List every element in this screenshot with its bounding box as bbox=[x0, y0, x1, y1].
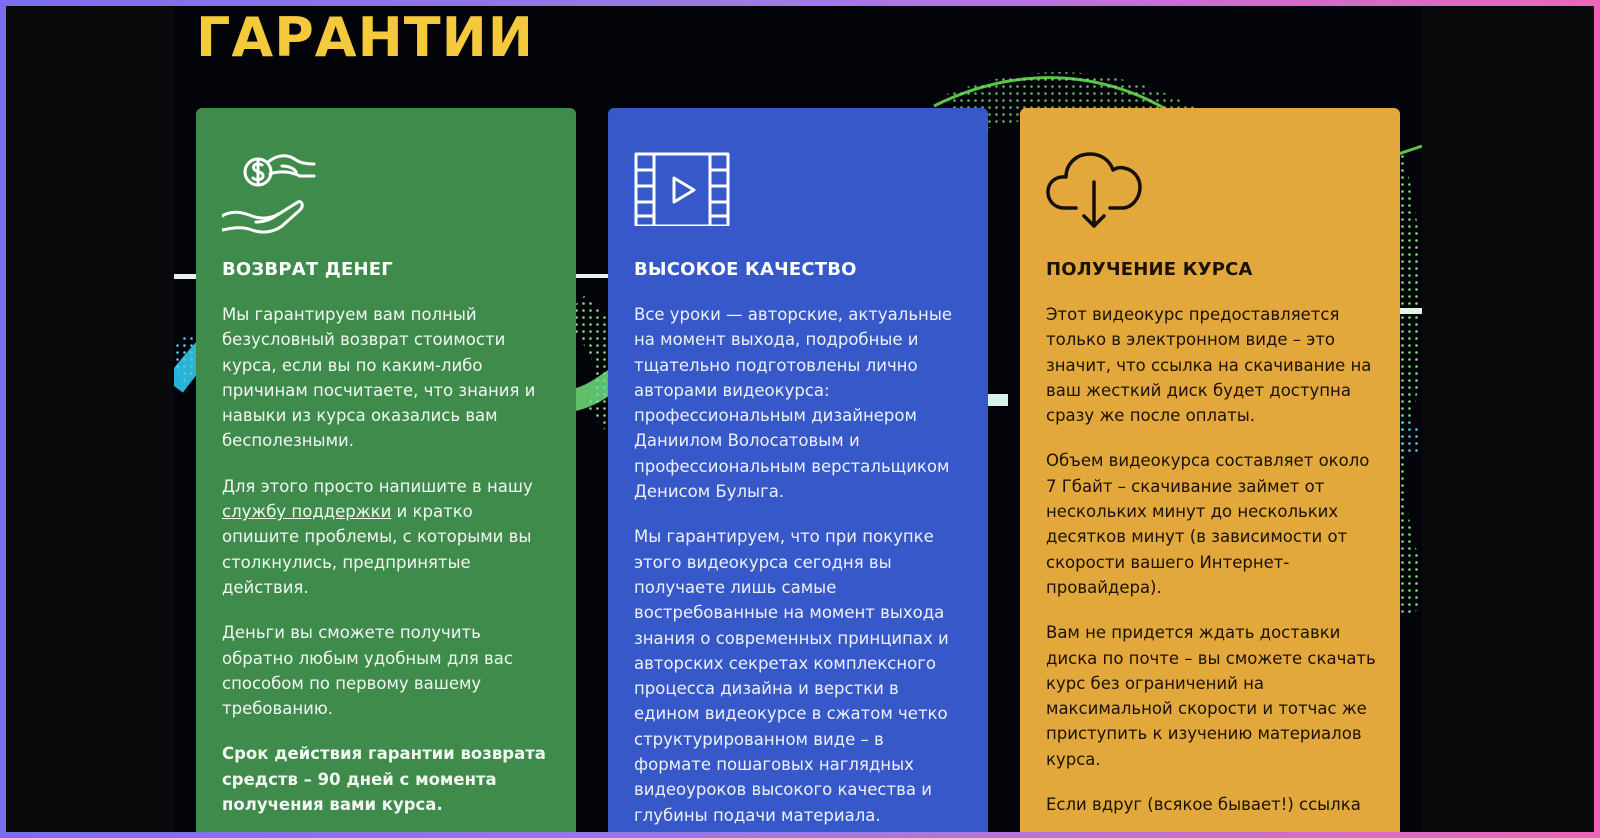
left-margin bbox=[6, 6, 174, 832]
card-paragraph: Все уроки — авторские, актуальные на момент выхода, подробные и тщательно подготовлены лично авторами видеокурса: профессиональным дизайнером Даниилом Волосатовым и профессиональным верстальщиком Денисом Булыга. bbox=[634, 305, 953, 502]
right-margin bbox=[1422, 6, 1594, 832]
card-title: ПОЛУЧЕНИЕ КУРСА bbox=[1046, 259, 1253, 280]
guarantee-card-delivery bbox=[1020, 108, 1400, 832]
card-paragraph: Деньги вы сможете получить обратно любым удобным для вас способом по первому вашему требованию. bbox=[222, 623, 513, 719]
section-heading: ГАРАНТИИ bbox=[196, 6, 534, 69]
support-link[interactable]: службу поддержки bbox=[222, 502, 392, 522]
card-title: ВЫСОКОЕ КАЧЕСТВО bbox=[634, 259, 857, 280]
card-paragraph-bold: Срок действия гарантии возврата средств – 90 дней с момента получения вами курса. bbox=[222, 744, 546, 815]
card-paragraph: Объем видеокурса составляет около 7 Гбайт – скачивание займет от нескольких минут до нескольких десятков минут (в зависимости от скорости вашего Интернет-провайдера). bbox=[1046, 451, 1370, 597]
card-body bbox=[222, 302, 552, 832]
card-paragraph: Если вдруг (всякое бывает!) ссылка bbox=[1046, 795, 1361, 815]
guarantee-card-quality bbox=[608, 108, 988, 832]
money-hands-icon bbox=[222, 146, 318, 246]
card-paragraph: Мы гарантируем, что при покупке этого видеокурса сегодня вы получаете лишь самые востребованные на момент выхода знания о современных принципах и авторских секретах комплексного процесса дизайна и верстки в едином видеокурсе в сжатом четко структурированном виде – в формате пошаговых наглядных видеоуроков высокого качества и глубины подачи материала. bbox=[634, 527, 949, 825]
guarantee-card-refund bbox=[196, 108, 576, 832]
card-paragraph bbox=[222, 474, 552, 600]
page-frame bbox=[6, 6, 1594, 832]
cloud-download-icon bbox=[1046, 146, 1146, 234]
card-body bbox=[634, 302, 964, 832]
card-title: ВОЗВРАТ ДЕНЕГ bbox=[222, 259, 393, 280]
card-paragraph: Этот видеокурс предоставляется только в электронном виде – это значит, что ссылка на скачивание на ваш жесткий диск будет доступна сразу же после оплаты. bbox=[1046, 305, 1372, 426]
paragraph-text: и кратко опишите проблемы, с которыми вы столкнулись, предпринятые действия. bbox=[222, 502, 532, 597]
guarantees-section bbox=[174, 6, 1422, 832]
card-body bbox=[1046, 302, 1376, 832]
film-play-icon bbox=[634, 146, 730, 230]
card-paragraph: Мы гарантируем вам полный безусловный возврат стоимости курса, если вы по каким-либо причинам посчитаете, что знания и навыки из курса оказались вам бесполезными. bbox=[222, 305, 536, 451]
paragraph-text: Для этого просто напишите в нашу bbox=[222, 476, 533, 496]
card-paragraph: Вам не придется ждать доставки диска по почте – вы сможете скачать курс без ограничений на максимальной скорости и тотчас же приступить к изучению материалов курса. bbox=[1046, 623, 1376, 769]
